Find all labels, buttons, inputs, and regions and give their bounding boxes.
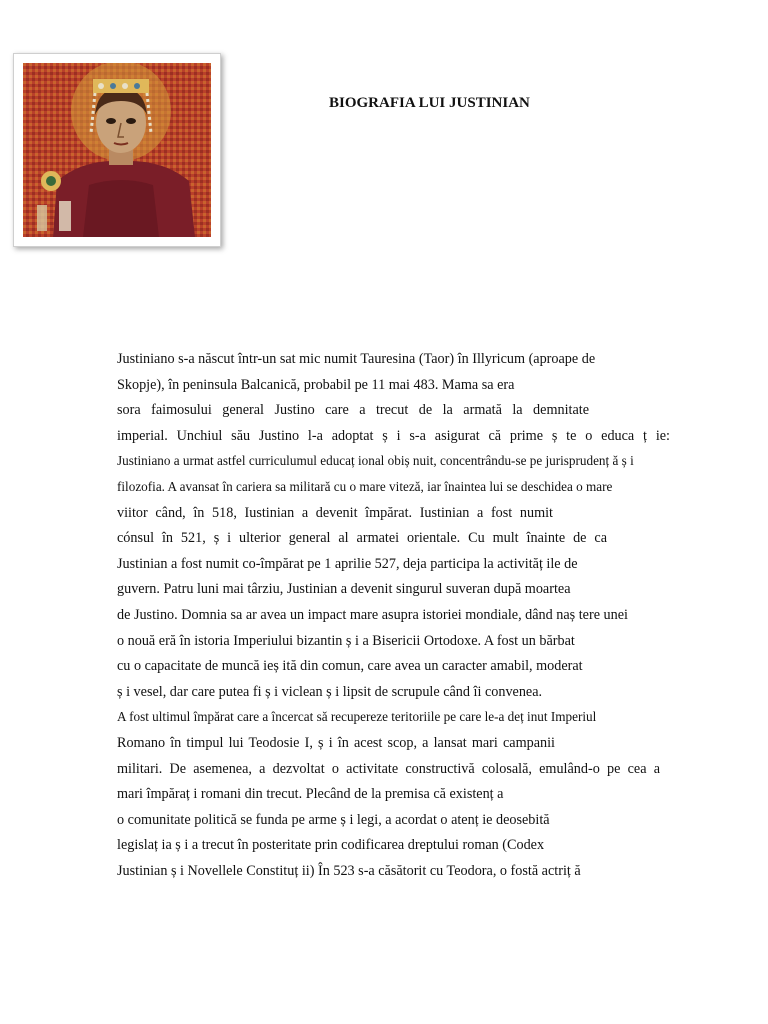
text-line: Skopje), în peninsula Balcanică, probabil pe 11 mai 483. Mama sa era	[117, 376, 515, 393]
text-line: guvern. Patru luni mai târziu, Justinian a devenit singurul suveran după moartea	[117, 581, 571, 598]
text-line: Romano în timpul lui Teodosie I, ș i în acest scop, a lansat mari campanii	[117, 734, 555, 751]
text-line: viitor când, în 518, Iustinian a devenit împărat. Iustinian a fost numit	[117, 504, 553, 521]
text-line: Justinian ș i Novellele Constituț ii) În 523 s-a căsătorit cu Teodora, o fostă actriț ă	[117, 862, 581, 879]
portrait-image	[13, 53, 221, 247]
text-line: sora faimosului general Justino care a trecut de la armată la demnitate	[117, 402, 589, 419]
text-line: A fost ultimul împărat care a încercat să recupereze teritoriile pe care le-a deț inut Imperiul	[117, 709, 597, 725]
text-line: militari. De asemenea, a dezvoltat o activitate constructivă colosală, emulând-o pe cea a	[117, 760, 660, 777]
text-line: filozofia. A avansat în cariera sa militară cu o mare viteză, iar înaintea lui se deschidea o mare	[117, 478, 613, 494]
text-line: de Justino. Domnia sa ar avea un impact mare asupra istoriei mondiale, dând naș tere unei	[117, 606, 628, 623]
text-line: o nouă eră în istoria Imperiului bizantin ș i a Bisericii Ortodoxe. A fost un bărbat	[117, 632, 575, 649]
document-title: BIOGRAFIA LUI JUSTINIAN	[329, 95, 530, 111]
text-line: Justiniano s-a născut într-un sat mic numit Tauresina (Taor) în Illyricum (aproape de	[117, 351, 596, 367]
text-line: mari împăraț i romani din trecut. Plecând de la premisa că existenț a	[117, 786, 504, 803]
text-line: Justinian a fost numit co-împărat pe 1 aprilie 527, deja participa la activităț ile de	[117, 555, 578, 572]
text-line: ș i vesel, dar care putea fi ș i viclean ș i lipsit de scrupule când îi convenea.	[117, 683, 543, 700]
text-line: legislaț ia ș i a trecut în posteritate prin codificarea dreptului roman (Codex	[117, 837, 545, 854]
text-line: Justiniano a urmat astfel curriculumul educaț ional obiș nuit, concentrându-se pe jurisprudenț ă ș i	[117, 453, 634, 469]
mosaic-portrait-icon	[23, 63, 211, 237]
text-line: cu o capacitate de muncă ieș ită din comun, care avea un caracter amabil, moderat	[117, 658, 583, 675]
text-line: cónsul în 521, ș i ulterior general al armatei orientale. Cu mult înainte de ca	[117, 530, 607, 547]
biography-text	[117, 348, 702, 885]
text-line: o comunitate politică se funda pe arme ș i legi, a acordat o atenț ie deosebită	[117, 811, 550, 828]
text-line: imperial. Unchiul său Justino l-a adoptat ș i s-a asigurat că prime ș te o educa ț ie:	[117, 427, 670, 444]
